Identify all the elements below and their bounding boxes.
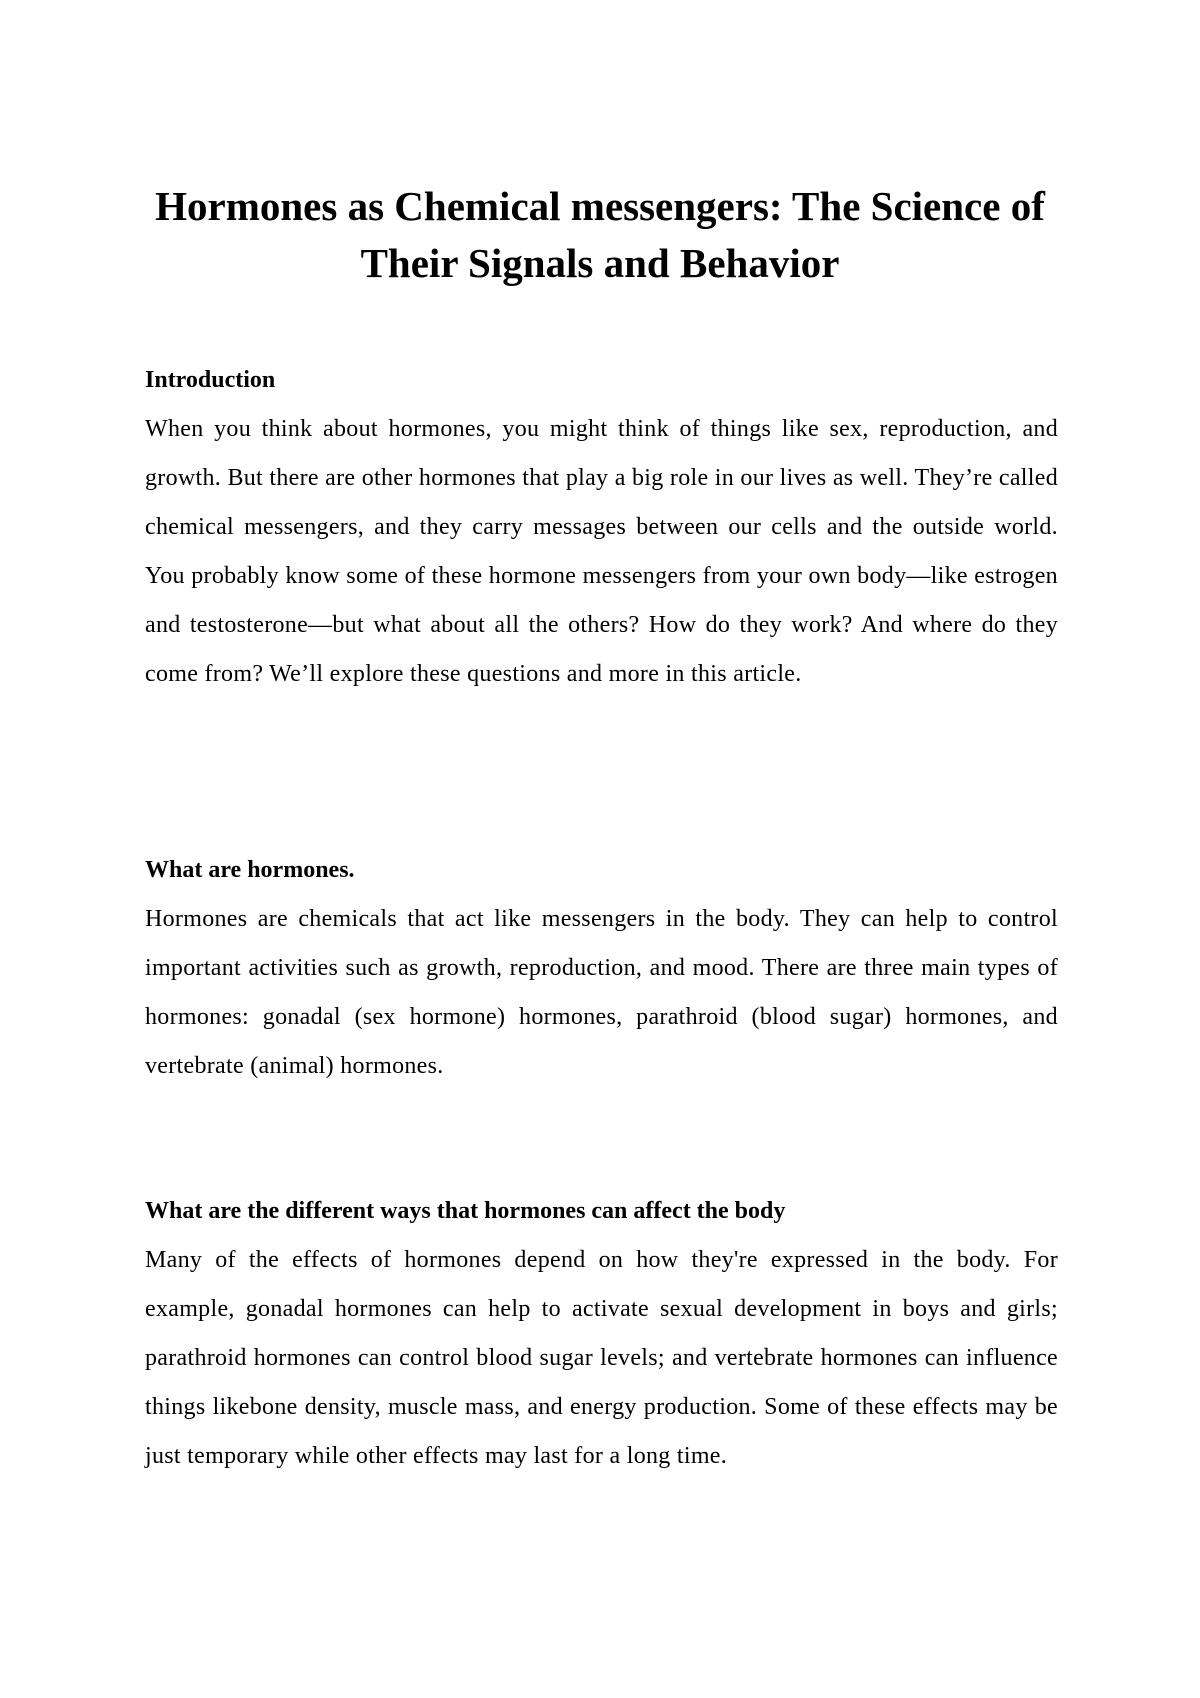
section-heading: Introduction <box>145 367 276 393</box>
section-heading: What are hormones. <box>145 857 355 883</box>
section-paragraph: Many of the effects of hormones depend on how they're expressed in the body. For example, gonadal hormones can help to activate sexual development in boys and girls; parathroid hormones can control blood sugar levels; and vertebrate hormones can influence things likebone density, muscle mass, and energy production. Some of these effects may be just temporary while other effects may last for a long time. <box>145 1247 1058 1469</box>
section-what-are-hormones <box>145 846 1058 1091</box>
section-paragraph: Hormones are chemicals that act like messengers in the body. They can help to control important activities such as growth, reproduction, and mood. There are three main types of hormones: gonadal (sex hormone) hormones, parathroid (blood sugar) hormones, and vertebrate (animal) hormones. <box>145 906 1058 1079</box>
document-title: Hormones as Chemical messengers: The Science of Their Signals and Behavior <box>155 183 1045 286</box>
section-effects-on-body <box>145 1187 1058 1481</box>
section-heading: What are the different ways that hormones can affect the body <box>145 1198 786 1224</box>
section-paragraph: When you think about hormones, you might think of things like sex, reproduction, and growth. But there are other hormones that play a big role in our lives as well. They’re called chemical messengers, and they carry messages between our cells and the outside world. You probably know some of these hormone messengers from your own body—like estrogen and testosterone—but what about all the others? How do they work? And where do they come from? We’ll explore these questions and more in this article. <box>145 416 1058 687</box>
section-introduction <box>145 356 1058 699</box>
